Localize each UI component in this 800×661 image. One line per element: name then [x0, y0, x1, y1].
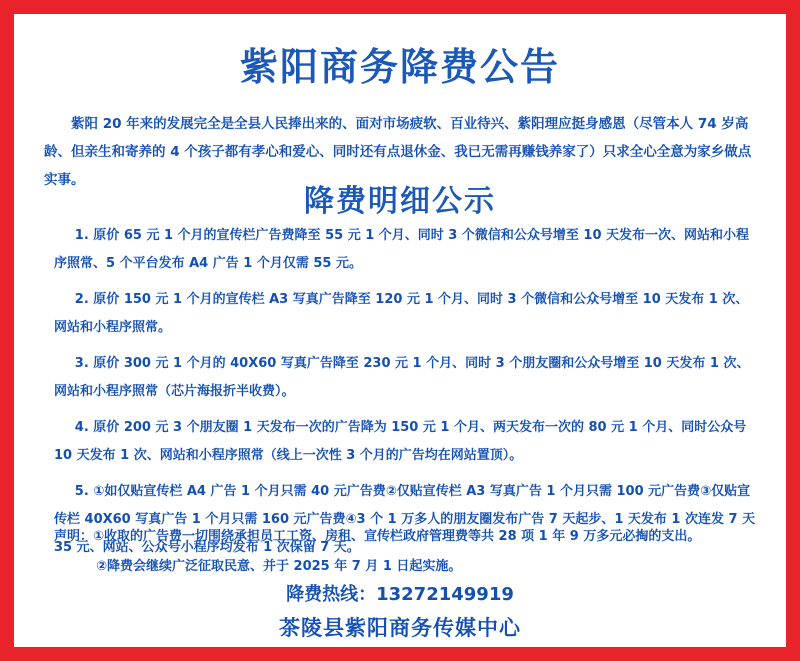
fee-item-4: 4. 原价 200 元 3 个朋友圈 1 天发布一次的广告降为 150 元 1 个月、两天发布一次的 80 元 1 个月、同时公众号 10 天发布 1 次、网站和小程序照常（线上一次性 3 个月的广告均在网站置顶）。: [54, 420, 747, 463]
fee-item-5: 5. ①如仅贴宣传栏 A4 广告 1 个月只需 40 元广告费②仅贴宣传栏 A3 写真广告 1 个月只需 100 元广告费③仅贴宣传栏 40X60 写真广告 1 个月只需 160 元广告费④3 个 1 万多人的朋友圈发布广告 7 天起步、1 天发布 1 次连发 7 天 35 元、网站、公众号小程序均发布 1 次保留 7 天。: [54, 484, 756, 555]
statements: [54, 522, 758, 582]
notice-title: 紫阳商务降费公告: [239, 45, 560, 89]
fee-item-list: [54, 222, 758, 570]
hotline-text: 降费热线：13272149919: [286, 584, 514, 605]
intro-paragraph: 紫阳 20 年来的发展完全是全县人民捧出来的、面对市场疲软、百业待兴、紫阳理应挺身感恩（尽管本人 74 岁高龄、但亲生和寄养的 4 个孩子都有孝心和爱心、同时还有点退休金、我已无需再赚钱养家了）只求全心全意为家乡做点实事。: [44, 116, 752, 188]
statement-2: ②降费会继续广泛征取民意、并于 2025 年 7 月 1 日起实施。: [96, 559, 462, 574]
fee-item-1: 1. 原价 65 元 1 个月的宣传栏广告费降至 55 元 1 个月、同时 3 个微信和公众号增至 10 天发布一次、网站和小程序照常、5 个平台发布 A4 广告 1 个月仅需 55 元。: [54, 228, 750, 271]
company-name: 茶陵县紫阳商务传媒中心: [279, 616, 521, 640]
fee-item-3: 3. 原价 300 元 1 个月的 40X60 写真广告降至 230 元 1 个月、同时 3 个朋友圈和公众号增至 10 天发布 1 次、网站和小程序照常（芯片海报折半收费）。: [54, 356, 750, 399]
fee-item-2: 2. 原价 150 元 1 个月的宣传栏 A3 写真广告降至 120 元 1 个月、同时 3 个微信和公众号增至 10 天发布 1 次、网站和小程序照常。: [54, 292, 749, 335]
fee-details-heading: 降费明细公示: [304, 184, 496, 219]
statement-1: 声明：①收取的广告费一切围绕承担员工工资、房租、宣传栏政府管理费等共 28 项 1 年 9 万多元必掏的支出。: [54, 529, 701, 544]
